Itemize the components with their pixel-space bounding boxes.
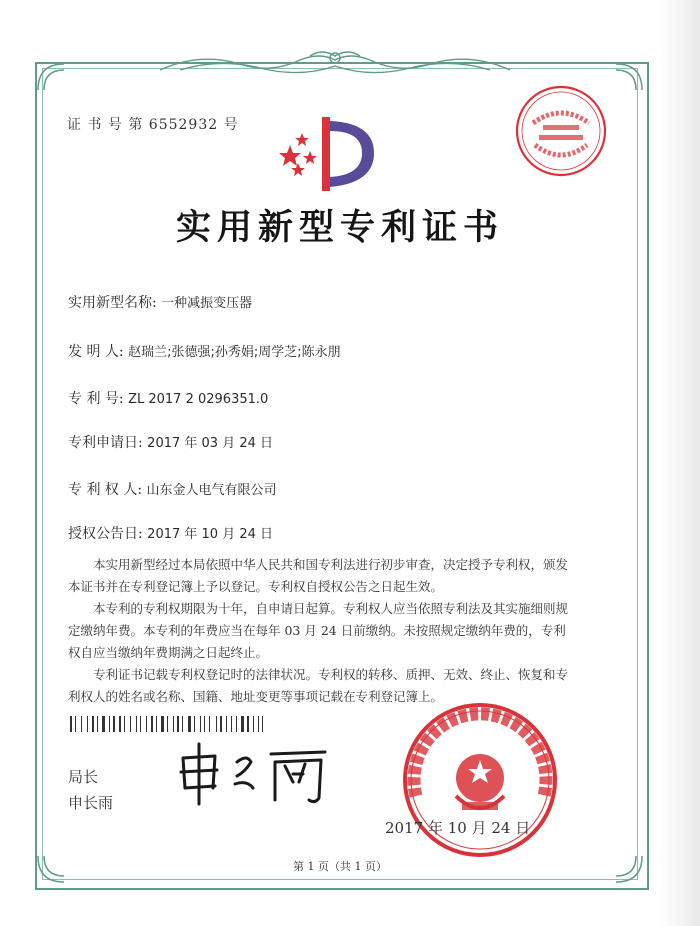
barcode-bar	[87, 716, 88, 732]
barcode-bar	[119, 716, 121, 732]
barcode-bar	[81, 716, 82, 732]
field-value: 一种减振变压器	[161, 296, 253, 311]
field-patentee	[68, 479, 277, 499]
barcode-bar	[204, 716, 205, 732]
barcode-bar	[161, 716, 164, 732]
barcode-bar	[177, 716, 179, 732]
page-edge-shadow	[660, 0, 700, 926]
barcode-bar	[220, 716, 222, 732]
body-paragraph: 专利证书记载专利权登记时的法律状况。专利权的转移、质押、无效、终止、恢复和专利权人的姓名或名称、国籍、地址变更等事项记载在专利登记簿上。	[68, 667, 569, 704]
field-label: 授权公告日:	[68, 526, 143, 542]
barcode-bar	[124, 716, 125, 732]
barcode-bar	[113, 716, 115, 732]
barcode-bar	[209, 716, 210, 732]
barcode-bar	[130, 716, 131, 732]
barcode-bar	[253, 716, 254, 732]
barcode-bar	[156, 716, 157, 732]
field-label: 实用新型名称:	[68, 295, 157, 311]
barcode	[70, 716, 340, 732]
field-value: ZL 2017 2 0296351.0	[128, 392, 269, 407]
signer-name: 申长雨	[68, 794, 114, 812]
field-label: 专 利 号:	[68, 391, 124, 407]
barcode-bar	[167, 716, 168, 732]
barcode-bar	[262, 716, 263, 732]
barcode-bar	[226, 716, 227, 732]
barcode-bar	[173, 716, 174, 732]
barcode-bar	[188, 716, 191, 732]
barcode-bar	[247, 716, 249, 732]
handwritten-signature	[175, 740, 335, 810]
field-label: 专 利 权 人:	[68, 482, 143, 498]
issue-date: 2017 年 10 月 24 日	[385, 819, 531, 837]
barcode-bar	[140, 716, 141, 732]
signer-title: 局长	[68, 768, 99, 786]
barcode-bar	[258, 716, 259, 732]
barcode-bar	[194, 716, 195, 732]
certificate-body	[68, 554, 568, 708]
certificate-number: 证 书 号 第 6552932 号	[67, 117, 239, 133]
certificate-title: 实用新型专利证书	[175, 207, 504, 248]
field-value: 赵瑞兰;张德强;孙秀娟;周学芝;陈永朋	[128, 345, 341, 360]
tax-stamp-seal	[513, 83, 609, 179]
barcode-bar	[109, 716, 110, 732]
corner-ornament-icon	[612, 60, 646, 94]
page-footer: 第 1 页（共 1 页）	[293, 860, 387, 873]
field-patent-number	[68, 388, 268, 408]
barcode-bar	[200, 716, 201, 732]
field-value: 山东金人电气有限公司	[146, 483, 277, 498]
barcode-bar	[97, 716, 98, 732]
barcode-bar	[146, 716, 147, 732]
barcode-bar	[102, 716, 105, 732]
patent-office-logo-icon	[270, 105, 390, 205]
barcode-bar	[70, 716, 72, 732]
corner-ornament-icon	[34, 60, 68, 94]
barcode-bar	[216, 716, 217, 732]
barcode-bar	[182, 716, 183, 732]
field-value: 2017 年 10 月 24 日	[147, 527, 274, 542]
barcode-bar	[231, 716, 232, 732]
field-utility-model-name	[68, 292, 252, 312]
barcode-bar	[241, 716, 244, 732]
field-value: 2017 年 03 月 24 日	[147, 436, 274, 451]
field-label: 发 明 人:	[68, 344, 124, 360]
body-paragraph: 本专利的专利权期限为十年，自申请日起算。专利权人应当依照专利法及其实施细则规定缴纳年费。本专利的年费应当在每年 03 月 24 日前缴纳。未按照规定缴纳年费的，专利权自应当缴纳年费期满之日起终止。	[68, 601, 569, 660]
body-paragraph: 本实用新型经过本局依照中华人民共和国专利法进行初步审查，决定授予专利权，颁发本证书并在专利登记簿上予以登记。专利权自授权公告之日起生效。	[68, 557, 569, 594]
barcode-bar	[136, 716, 137, 732]
barcode-bar	[236, 716, 237, 732]
field-application-date	[68, 432, 273, 452]
barcode-bar	[92, 716, 94, 732]
field-grant-date	[68, 523, 273, 543]
barcode-bar	[75, 716, 76, 732]
top-ornament-icon	[160, 48, 510, 78]
barcode-bar	[151, 716, 153, 732]
field-label: 专利申请日:	[68, 435, 143, 451]
field-inventors	[68, 341, 341, 361]
